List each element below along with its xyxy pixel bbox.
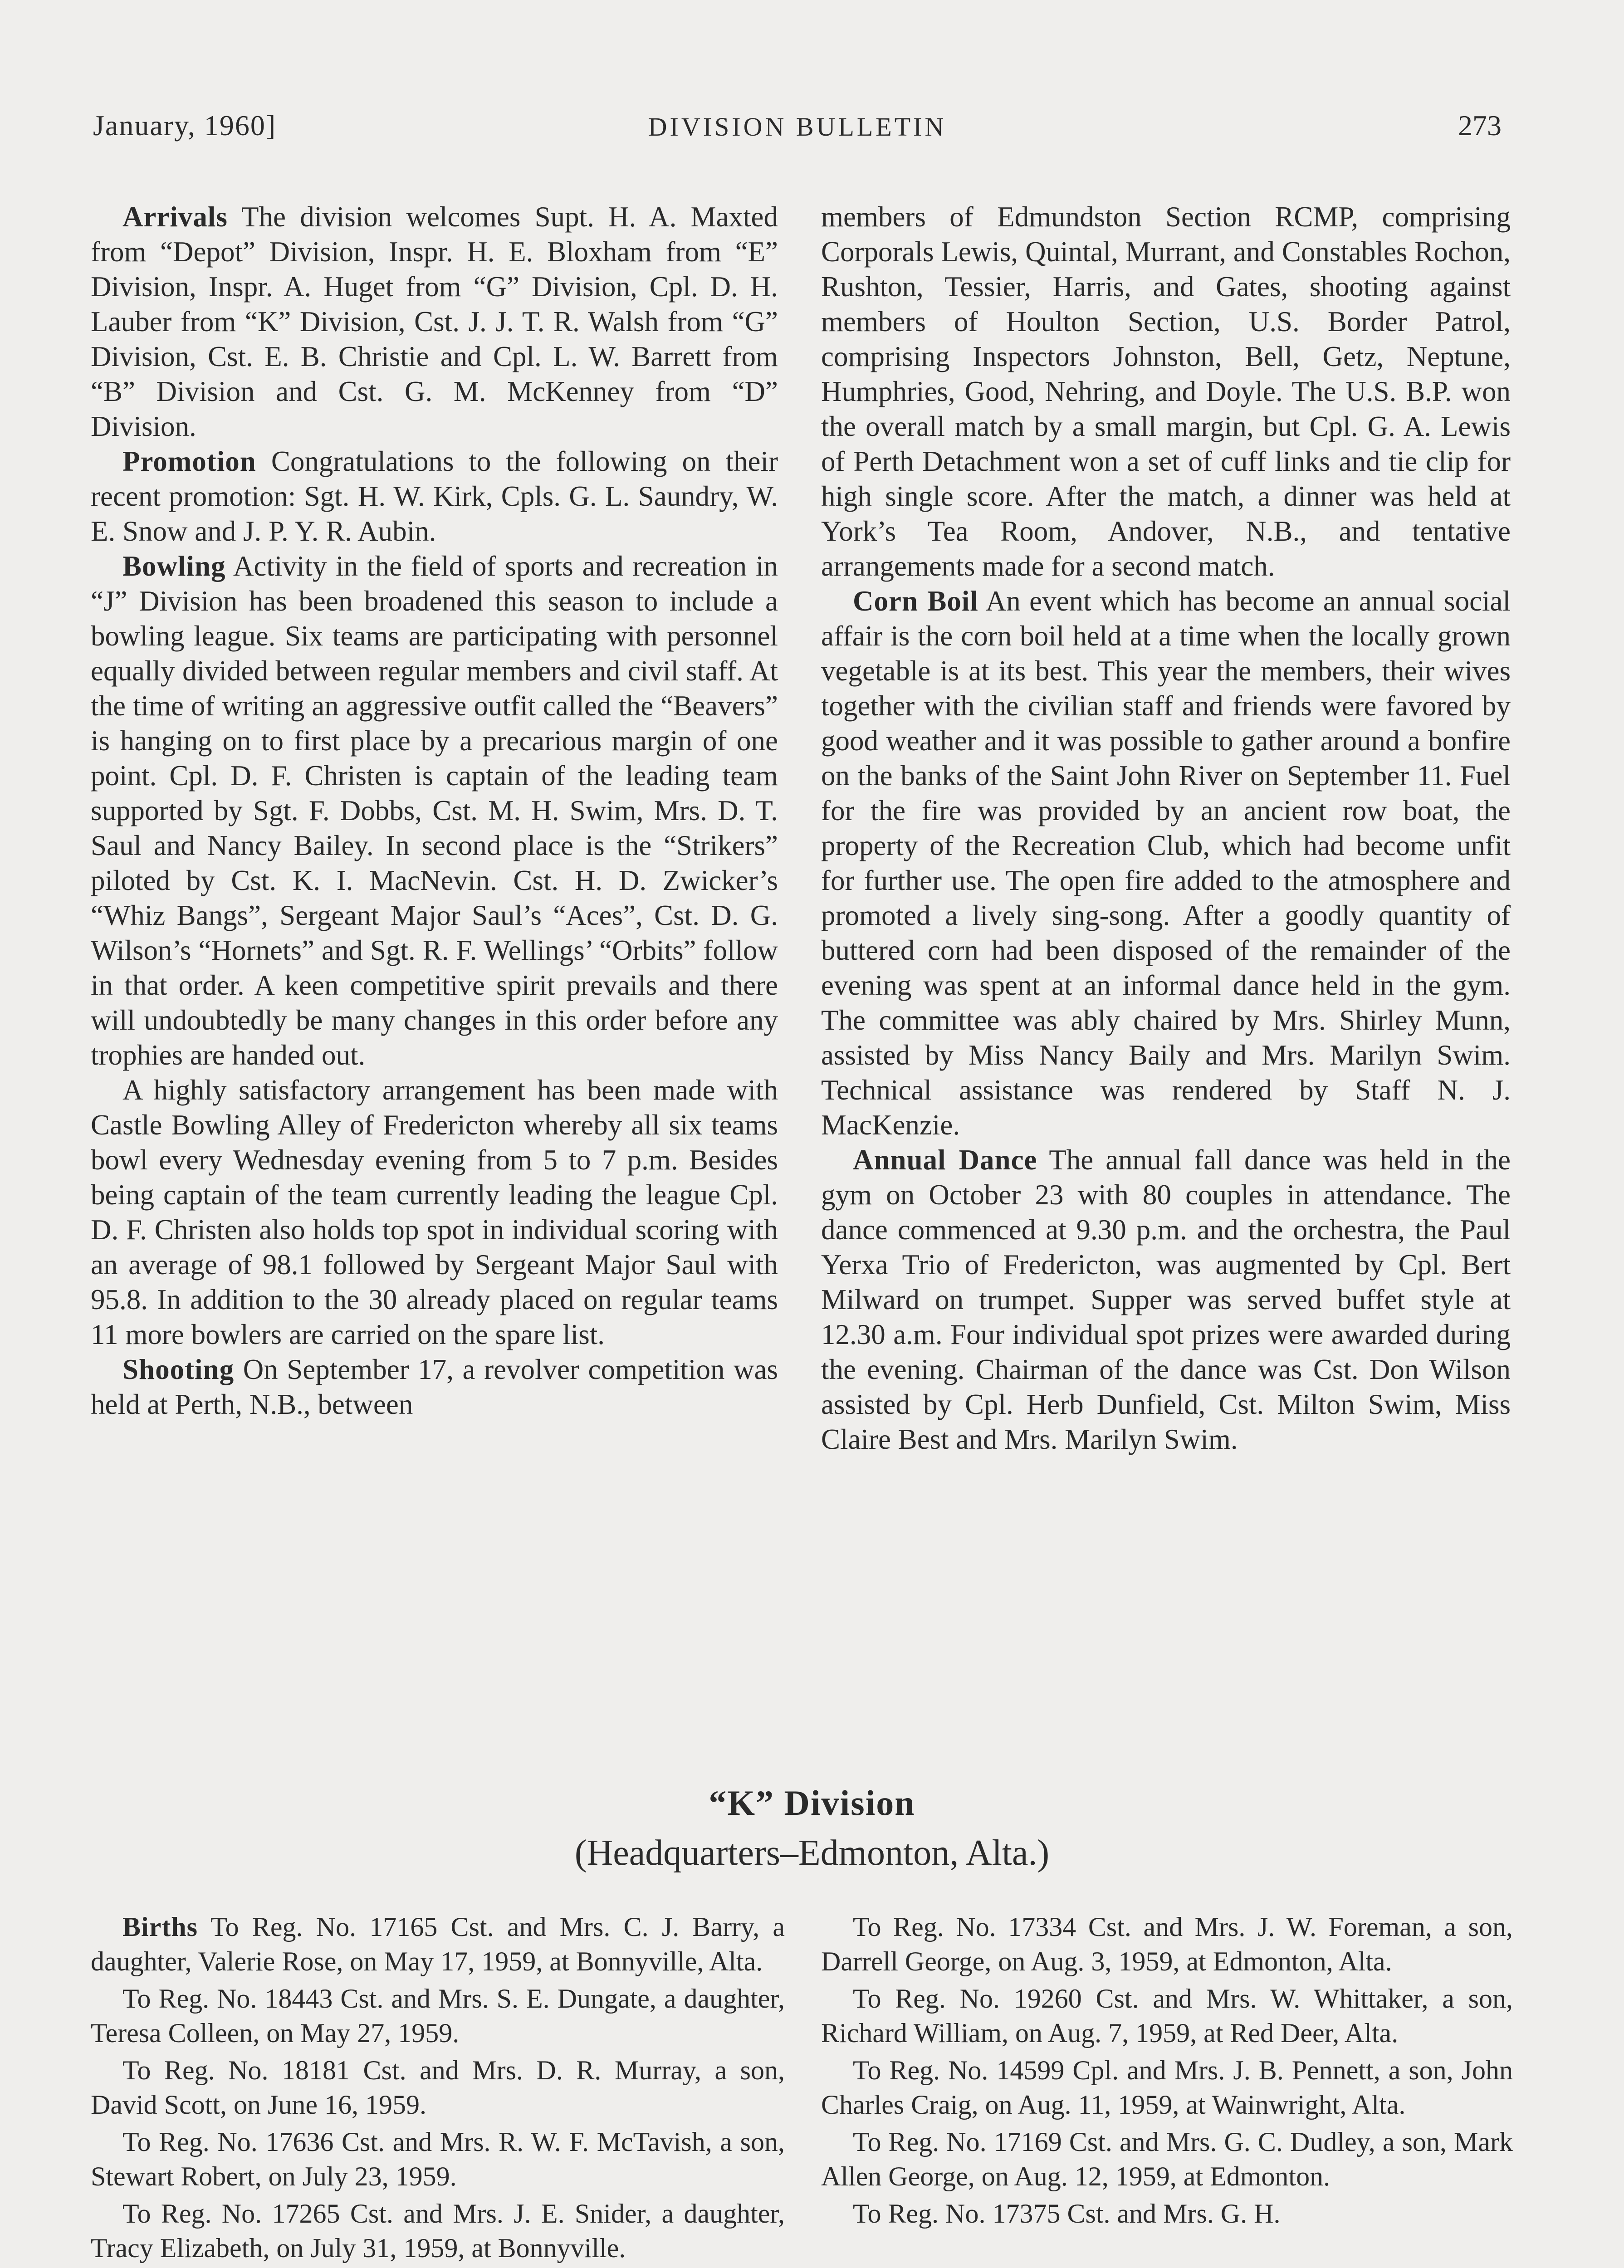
page-number: 273 [1458,109,1502,142]
bowling-text: Activity in the field of sports and recreation in “J” Division has been broadened this season to include a bowling league. Six teams are participating with personnel equally divided between regular members and civil staff. At the time of writing an aggressive outfit called the “Beavers” is hanging on to first place by a precarious margin of one point. Cpl. D. F. Christen is captain of the leading team supported by Sgt. F. Dobbs, Cst. M. H. Swim, Mrs. D. T. Saul and Nancy Bailey. In second place is the “Strikers” piloted by Cst. K. I. MacNevin. Cst. H. D. Zwicker’s “Whiz Bangs”, Sergeant Major Saul’s “Aces”, Cst. D. G. Wilson’s “Hornets” and Sgt. R. F. Wellings’ “Orbits” follow in that order. A keen competitive spirit prevails and there will undoubtedly be many changes in this order before any trophies are handed out. [91,550,778,1071]
birth-entry: To Reg. No. 19260 Cst. and Mrs. W. Whittaker, a son, Richard William, on Aug. 7, 1959, at Red Deer, Alta. [821,1984,1513,2048]
bowling-heading: Bowling [122,550,226,582]
page-header [93,109,1502,163]
division-subtitle: (Headquarters–Edmonton, Alta.) [574,1833,1050,1873]
left-column [91,200,778,1422]
birth-entry [91,1910,785,1979]
division-title: “K” Division [709,1783,915,1823]
births-right-column [821,1910,1513,2234]
arrivals-text: The division welcomes Supt. H. A. Maxted from “Depot” Division, Inspr. H. E. Bloxham from “E” Division, Inspr. A. Huget from “G” Division, Cpl. D. H. Lauber from “K” Division, Cst. J. J. T. R. Walsh from “G” Division, Cst. E. B. Christie and Cpl. L. W. Barrett from “B” Division and Cst. G. M. McKenney from “D” Division. [91,201,778,442]
shooting-heading: Shooting [122,1354,235,1385]
right-column [821,200,1511,1457]
annual-dance-heading: Annual Dance [853,1144,1037,1176]
promotion-heading: Promotion [122,445,256,477]
shooting-paragraph [91,1352,778,1422]
birth-entry: To Reg. No. 17265 Cst. and Mrs. J. E. Snider, a daughter, Tracy Elizabeth, on July 31, 1959, at Bonnyville. [91,2199,785,2263]
issue-date: January, 1960] [93,109,277,142]
shooting-continued: members of Edmundston Section RCMP, comprising Corporals Lewis, Quintal, Murrant, and Constables Rochon, Rushton, Tessier, Harris, and Gates, shooting against members of Houlton Section, U.S. Border Patrol, comprising Inspectors Johnston, Bell, Getz, Neptune, Humphries, Good, Nehring, and Doyle. The U.S. B.P. won the overall match by a small margin, but Cpl. G. A. Lewis of Perth Detachment won a set of cuff links and tie clip for high single score. After the match, a dinner was held at York’s Tea Room, Andover, N.B., and tentative arrangements made for a second match. [821,201,1511,582]
corn-boil-paragraph [821,584,1511,1143]
corn-boil-heading: Corn Boil [853,585,978,617]
births-left-column [91,1910,785,2268]
promotion-text: Congratulations to the following on their recent promotion: Sgt. H. W. Kirk, Cpls. G. L. Saundry, W. E. Snow and J. P. Y. R. Aubin. [91,445,778,547]
arrivals-paragraph [91,200,778,444]
birth-entry: To Reg. No. 17636 Cst. and Mrs. R. W. F. McTavish, a son, Stewart Robert, on July 23, 1959. [91,2127,785,2191]
arrivals-heading: Arrivals [122,201,228,233]
annual-dance-text: The annual fall dance was held in the gym on October 23 with 80 couples in attendance. The dance commenced at 9.30 p.m. and the orchestra, the Paul Yerxa Trio of Fredericton, was augmented by Cpl. Bert Milward on trumpet. Supper was served buffet style at 12.30 a.m. Four individual spot prizes were awarded during the evening. Chairman of the dance was Cst. Don Wilson assisted by Cpl. Herb Dunfield, Cst. Milton Swim, Miss Claire Best and Mrs. Marilyn Swim. [821,1144,1511,1455]
bulletin-title: DIVISION BULLETIN [648,112,947,142]
birth-entry: To Reg. No. 18443 Cst. and Mrs. S. E. Dungate, a daughter, Teresa Colleen, on May 27, 1959. [91,1984,785,2048]
birth-entry-text: To Reg. No. 17165 Cst. and Mrs. C. J. Barry, a daughter, Valerie Rose, on May 17, 1959, at Bonnyville, Alta. [91,1912,785,1976]
annual-dance-paragraph [821,1143,1511,1457]
birth-entry: To Reg. No. 17169 Cst. and Mrs. G. C. Dudley, a son, Mark Allen George, on Aug. 12, 1959, at Edmonton. [821,2127,1513,2191]
bowling-paragraph-2: A highly satisfactory arrangement has been made with Castle Bowling Alley of Fredericton whereby all six teams bowl every Wednesday evening from 5 to 7 p.m. Besides being captain of the team currently leading the league Cpl. D. F. Christen also holds top spot in individual scoring with an average of 98.1 followed by Sergeant Major Saul with 95.8. In addition to the 30 already placed on regular teams 11 more bowlers are carried on the spare list. [91,1074,778,1350]
birth-entry: To Reg. No. 18181 Cst. and Mrs. D. R. Murray, a son, David Scott, on June 16, 1959. [91,2055,785,2120]
bowling-paragraph [91,549,778,1073]
corn-boil-text: An event which has become an annual social affair is the corn boil held at a time when the locally grown vegetable is at its best. This year the members, their wives together with the civilian staff and friends were favored by good weather and it was possible to gather around a bonfire on the banks of the Saint John River on September 11. Fuel for the fire was provided by an ancient row boat, the property of the Recreation Club, which had become unfit for further use. The open fire added to the atmosphere and promoted a lively sing-song. After a goodly quantity of buttered corn had been disposed of the remainder of the evening was spent at an informal dance held in the gym. The committee was ably chaired by Mrs. Shirley Munn, assisted by Miss Nancy Baily and Mrs. Marilyn Swim. Technical assistance was rendered by Staff N. J. MacKenzie. [821,585,1511,1141]
shooting-text: On September 17, a revolver competition was held at Perth, N.B., between [91,1354,778,1420]
births-heading: Births [122,1912,198,1942]
birth-entry: To Reg. No. 14599 Cpl. and Mrs. J. B. Pennett, a son, John Charles Craig, on Aug. 11, 1959, at Wainwright, Alta. [821,2055,1513,2120]
promotion-paragraph [91,444,778,549]
birth-entry: To Reg. No. 17334 Cst. and Mrs. J. W. Foreman, a son, Darrell George, on Aug. 3, 1959, at Edmonton, Alta. [821,1912,1513,1976]
birth-entry: To Reg. No. 17375 Cst. and Mrs. G. H. [853,2199,1281,2229]
